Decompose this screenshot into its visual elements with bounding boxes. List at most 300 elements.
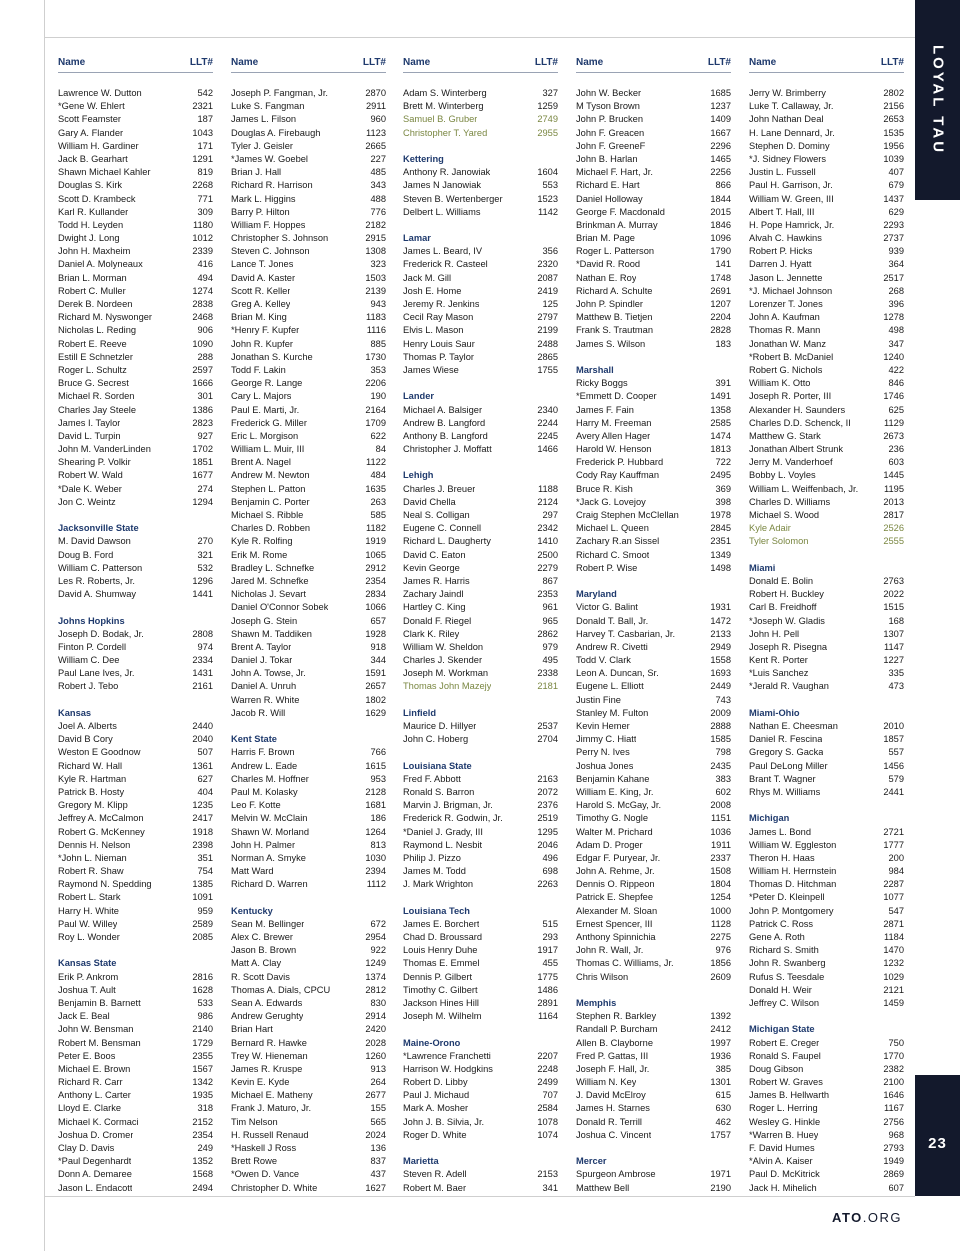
section-spacer [403,219,558,232]
member-llt-number: 553 [542,180,558,191]
member-row [231,1155,386,1168]
member-name: Frederick R. Casteel [403,259,488,270]
member-row [576,1023,731,1036]
member-llt-number: 1386 [192,404,213,415]
member-llt-number: 462 [715,1116,731,1127]
section-spacer [749,799,904,812]
member-row [231,839,386,852]
member-row [576,1102,731,1115]
member-row [576,535,731,548]
member-row [749,680,904,693]
member-row [576,746,731,759]
member-row [231,878,386,891]
member-row [576,311,731,324]
member-name: Paul Lane Ives, Jr. [58,668,135,679]
member-row [231,153,386,166]
member-llt-number: 771 [197,193,213,204]
member-name: Fred P. Gattas, III [576,1050,649,1061]
member-row [58,1155,213,1168]
member-row [231,311,386,324]
member-name: Cecil Ray Mason [403,312,474,323]
member-name: *Paul Degenhardt [58,1156,132,1167]
member-name: Estill E Schnetzler [58,351,133,362]
chapter-heading: Lehigh [403,470,434,481]
member-row [58,720,213,733]
member-llt-number: 1352 [192,1156,213,1167]
member-name: John R. Swanberg [749,958,826,969]
member-row [403,615,558,628]
member-name: Anthony L. Carter [58,1090,131,1101]
member-name: Charles D. Williams [749,496,831,507]
member-name: Melvin W. McClain [231,813,308,824]
member-llt-number: 2028 [365,1037,386,1048]
member-name: Michael R. Sorden [58,391,135,402]
member-name: Donald R. Terrill [576,1116,642,1127]
member-llt-number: 1997 [710,1037,731,1048]
member-name: *J. Sidney Flowers [749,153,826,164]
member-name: David B Cory [58,734,113,745]
member-llt-number: 1591 [365,668,386,679]
member-llt-number: 2163 [537,773,558,784]
member-name: Jack M. Gill [403,272,452,283]
member-name: Bruce R. Kish [576,483,633,494]
member-name: Clay D. Davis [58,1143,115,1153]
member-llt-number: 1128 [711,918,731,929]
member-llt-number: 1978 [710,510,731,520]
member-name: Paul M. Kolasky [231,786,298,797]
member-name: Richard E. Hart [576,180,640,191]
member-row [231,1089,386,1102]
member-llt-number: 2870 [365,88,386,98]
member-row [231,113,386,126]
footer-site[interactable] [832,1210,902,1225]
member-row [403,733,558,746]
member-llt-number: 846 [888,378,904,389]
member-name: Robert M. Baer [403,1182,467,1193]
member-llt-number: 959 [197,905,213,916]
member-llt-number: 155 [370,1103,386,1114]
member-llt-number: 1235 [192,800,213,811]
member-row [403,997,558,1010]
member-name: Harrison W. Hodgkins [403,1063,493,1074]
member-llt-number: 2206 [365,378,386,389]
member-llt-number: 557 [888,747,904,758]
member-llt-number: 672 [370,918,386,929]
member-row [749,944,904,957]
member-row [749,997,904,1010]
member-llt-number: 391 [715,378,731,389]
member-row [576,905,731,918]
member-name: Richard W. Hall [58,760,123,771]
member-row [403,720,558,733]
member-name: Spurgeon Ambrose [576,1169,656,1180]
member-row [58,417,213,430]
member-name: Eric L. Morgison [231,430,299,441]
member-llt-number: 2199 [537,325,558,336]
member-row [231,298,386,311]
member-row [231,1102,386,1115]
member-row [231,232,386,245]
member-name: William L. Weiffenbach, Jr. [749,483,859,494]
member-llt-number: 2838 [192,299,213,309]
member-row [403,272,558,285]
column-header [58,57,213,73]
section-spacer [576,1142,731,1155]
member-row-highlighted [749,522,904,535]
member-name: Perry N. Ives [576,747,630,758]
member-row [749,852,904,865]
member-row [58,1063,213,1076]
member-name: John C. Hoberg [403,734,469,745]
member-llt-number: 2657 [365,681,386,692]
member-llt-number: 602 [715,786,731,797]
member-name: John P. Montgomery [749,905,834,916]
member-row [231,786,386,799]
member-name: Neal S. Colligan [403,510,470,520]
member-row [576,258,731,271]
member-row [58,852,213,865]
member-name: *Henry F. Kupfer [231,325,300,336]
member-row [749,601,904,614]
member-row [749,140,904,153]
member-row [403,865,558,878]
member-row [58,773,213,786]
member-llt-number: 2793 [883,1143,904,1153]
member-row [403,918,558,931]
member-name: Paul DeLong Miller [749,760,828,771]
member-row [58,799,213,812]
member-name: Michael S. Wood [749,510,820,520]
member-name: Frank J. Maturo, Jr. [231,1103,312,1114]
member-llt-number: 1693 [710,668,731,679]
member-llt-number: 2914 [365,1011,386,1022]
member-llt-number: 968 [888,1129,904,1140]
member-name: Roger L. Patterson [576,246,655,257]
member-llt-number: 1585 [710,734,731,745]
column-header [749,57,904,73]
member-llt-number: 885 [370,338,386,349]
chapter-heading: Miami [749,562,776,573]
member-llt-number: 297 [542,510,558,520]
member-llt-number: 1535 [883,127,904,138]
member-name: Christopher D. White [231,1182,318,1193]
member-name: Thomas R. Mann [749,325,821,336]
member-row [403,852,558,865]
member-name: Brett M. Winterberg [403,101,484,112]
member-name: *Joseph W. Gladis [749,615,825,626]
section-spacer [58,944,213,957]
member-name: Charles M. Hoffner [231,773,309,784]
member-row [403,1076,558,1089]
member-llt-number: 1790 [710,246,731,257]
member-name: Jack B. Gearhart [58,153,128,164]
member-llt-number: 2584 [537,1103,558,1114]
member-row [231,1050,386,1063]
member-llt-number: 1802 [365,694,386,705]
member-name: Jackson Hines Hill [403,997,479,1008]
member-name: James L. Bond [749,826,812,837]
member-llt-number: 1935 [192,1090,213,1101]
member-llt-number: 2816 [192,971,213,982]
member-name: Chris Wilson [576,971,629,982]
member-name: John P. Brucken [576,114,644,125]
member-name: Brent A. Taylor [231,641,292,652]
member-name: Brian Hart [231,1024,273,1035]
member-name: Erik M. Rome [231,549,288,560]
column-header-name: Name [403,57,431,68]
member-row [749,377,904,390]
member-row [749,338,904,351]
member-llt-number: 227 [370,153,386,164]
member-name: Alvah C. Hawkins [749,233,822,244]
member-llt-number: 657 [370,615,386,626]
member-name: F. David Humes [749,1143,815,1153]
member-llt-number: 1804 [710,879,731,890]
member-llt-number: 2245 [537,430,558,441]
member-row [231,456,386,469]
member-row [58,272,213,285]
member-llt-number: 1459 [883,997,904,1008]
member-row [403,628,558,641]
member-llt-number: 1491 [710,391,731,402]
member-name: Gene A. Roth [749,932,805,942]
member-llt-number: 1184 [884,932,904,942]
member-row [231,364,386,377]
member-row [403,522,558,535]
member-row [576,760,731,773]
member-llt-number: 1911 [711,839,731,850]
member-llt-number: 1437 [883,193,904,204]
column-header [231,57,386,73]
member-llt-number: 1918 [192,826,213,837]
member-llt-number: 2156 [883,101,904,112]
member-row [58,166,213,179]
member-row [231,404,386,417]
member-name: William E. King, Jr. [576,786,654,797]
member-llt-number: 2287 [883,879,904,890]
member-name: Carl B. Freidhoff [749,602,817,613]
chapter-heading: Marietta [403,1156,439,1167]
member-row [231,1010,386,1023]
member-llt-number: 1757 [710,1129,731,1140]
member-row [749,1037,904,1050]
member-row [749,193,904,206]
member-name: Matthew G. Stark [749,430,821,441]
member-llt-number: 2085 [192,932,213,942]
member-row [576,812,731,825]
member-llt-number: 2862 [537,628,558,639]
member-name: Stephen L. Patton [231,483,306,494]
member-name: Bruce G. Secrest [58,378,129,389]
member-llt-number: 407 [888,167,904,178]
member-row [576,773,731,786]
member-name: Luke S. Fangman [231,101,305,112]
member-name: *Alvin A. Kaiser [749,1156,813,1167]
member-name: *Lawrence Franchetti [403,1050,491,1061]
member-row [403,1168,558,1181]
member-name: Dennis H. Nelson [58,839,131,850]
member-llt-number: 1466 [537,444,558,455]
member-row [58,140,213,153]
member-row [576,456,731,469]
member-row [231,100,386,113]
member-row [576,1168,731,1181]
member-name: John H. Pell [749,628,800,639]
member-llt-number: 301 [197,391,213,402]
member-llt-number: 318 [197,1103,213,1114]
member-row [58,984,213,997]
member-name: John H. Palmer [231,839,296,850]
member-row [58,588,213,601]
member-name: Brian M. King [231,312,287,323]
member-llt-number: 2398 [192,839,213,850]
member-row [58,193,213,206]
member-llt-number: 722 [715,457,731,468]
member-row [576,219,731,232]
member-row [576,390,731,403]
member-name: David L. Turpin [58,430,121,441]
member-row [403,878,558,891]
member-llt-number: 1029 [883,971,904,982]
member-row [403,338,558,351]
member-row [231,430,386,443]
member-name: Richard A. Schulte [576,285,653,296]
member-name: *Robert B. McDaniel [749,351,834,362]
member-row [576,1182,731,1195]
member-row [749,865,904,878]
member-llt-number: 125 [542,299,558,309]
member-llt-number: 766 [370,747,386,758]
member-row [231,193,386,206]
member-name: Frederick R. Godwin, Jr. [403,813,503,824]
member-name: Jack H. Mihelich [749,1182,817,1193]
member-llt-number: 2338 [537,668,558,679]
member-row [576,1037,731,1050]
member-name: Robert W. Graves [749,1077,823,1088]
member-row [749,443,904,456]
member-row [58,1129,213,1142]
member-row [403,258,558,271]
member-llt-number: 2140 [192,1024,213,1035]
member-name: *Haskell J Ross [231,1143,297,1153]
member-llt-number: 404 [197,786,213,797]
member-row [58,364,213,377]
member-llt-number: 1180 [193,219,213,230]
member-llt-number: 2823 [192,417,213,428]
member-llt-number: 1685 [710,88,731,98]
member-llt-number: 1036 [710,826,731,837]
member-llt-number: 974 [197,641,213,652]
member-row [231,694,386,707]
member-name: Eugene L. Elliott [576,681,644,692]
member-row [749,166,904,179]
member-row [58,628,213,641]
member-row [231,496,386,509]
column-header-name: Name [576,57,604,68]
member-llt-number: 2153 [537,1169,558,1180]
member-llt-number: 1043 [192,127,213,138]
member-name: Paul J. Michaud [403,1090,470,1101]
member-row [231,443,386,456]
member-name: Roger D. White [403,1129,467,1140]
member-name: Chad D. Broussard [403,932,483,942]
member-row [58,496,213,509]
roster-column-1 [58,57,213,1195]
member-name: John M. VanderLinden [58,444,151,455]
member-llt-number: 264 [370,1077,386,1088]
member-llt-number: 2353 [537,589,558,600]
member-llt-number: 2871 [883,918,904,929]
member-name: Stephen D. Dominy [749,140,830,151]
member-name: Jason L. Jennette [749,272,823,283]
member-name: Richard D. Warren [231,879,308,890]
member-name: Brant T. Wagner [749,773,816,784]
member-name: David A. Kaster [231,272,296,283]
member-llt-number: 171 [197,140,213,151]
member-llt-number: 1445 [883,470,904,481]
footer-site-rest: .ORG [862,1210,902,1225]
member-name: Harry M. Freeman [576,417,652,428]
member-llt-number: 353 [370,364,386,375]
member-llt-number: 1851 [192,457,213,468]
member-name: James L. Beard, IV [403,246,483,257]
member-row [749,746,904,759]
member-name: James H. Starnes [576,1103,650,1114]
member-row [231,258,386,271]
member-row [231,984,386,997]
member-llt-number: 579 [888,773,904,784]
member-llt-number: 1635 [365,483,386,494]
member-row [231,1168,386,1181]
member-row [231,997,386,1010]
member-name: Anthony B. Langford [403,430,488,441]
member-llt-number: 1777 [883,839,904,850]
member-name: Kyle Adair [749,523,791,534]
member-row [403,1050,558,1063]
member-row [403,483,558,496]
section-spacer [576,575,731,588]
member-name: Daniel R. Fescina [749,734,823,745]
roster-column-3 [403,57,558,1195]
member-llt-number: 2915 [365,233,386,244]
member-llt-number: 2845 [710,523,731,534]
member-name: William W. Green, III [749,193,834,204]
member-name: Benjamin B. Barnett [58,997,141,1008]
member-name: Doug Gibson [749,1063,804,1074]
column-header-name: Name [749,57,777,68]
member-name: Shawn Michael Kahler [58,167,151,178]
member-row [403,549,558,562]
member-llt-number: 2128 [365,786,386,797]
member-row [58,641,213,654]
member-llt-number: 813 [370,839,386,850]
chapter-heading: Miami-Ohio [749,707,800,718]
member-llt-number: 84 [375,444,386,455]
member-llt-number: 484 [370,470,386,481]
member-name: Maurice D. Hillyer [403,721,477,731]
member-llt-number: 1066 [365,602,386,613]
member-llt-number: 1857 [883,734,904,745]
member-row [749,654,904,667]
member-row [749,984,904,997]
member-llt-number: 2139 [365,285,386,296]
member-llt-number: 1074 [537,1129,558,1140]
column-header-llt: LLT# [707,57,731,68]
member-name: Matthew Bell [576,1182,630,1193]
member-llt-number: 2704 [537,734,558,745]
member-row [576,707,731,720]
member-name: Brian L. Morman [58,272,127,283]
